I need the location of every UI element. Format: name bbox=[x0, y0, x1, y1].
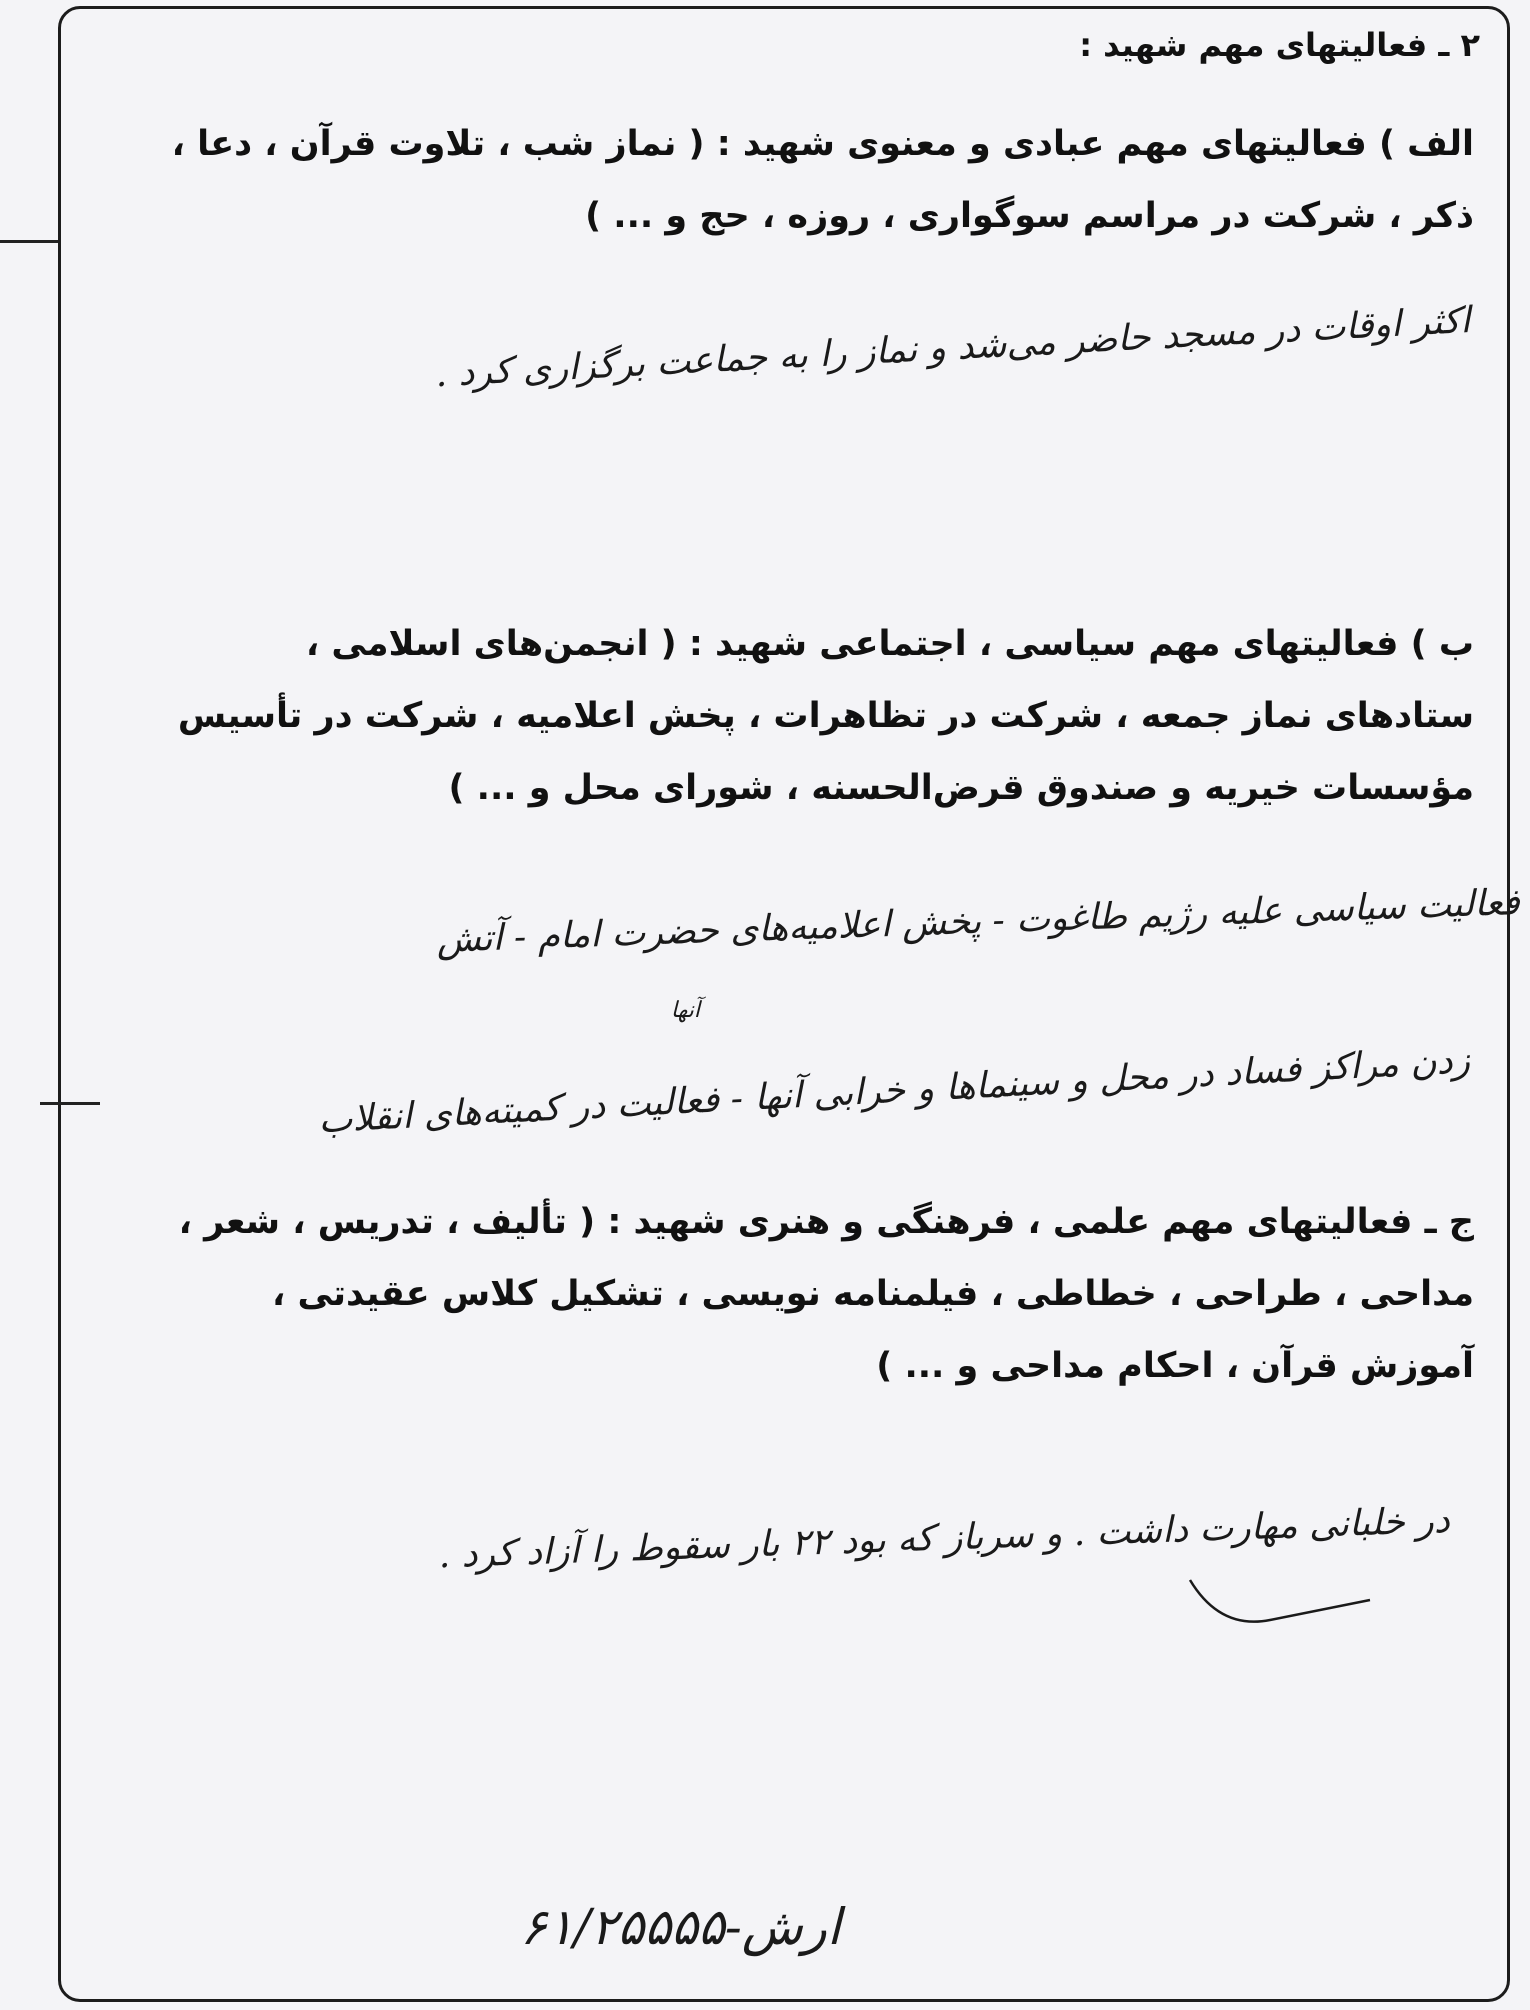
archive-reference-number: ارش-۶۱/۲۵۵۵۵ bbox=[520, 1898, 841, 1956]
section-a-printed bbox=[172, 108, 1474, 252]
section-b-handwritten-answer-line-1: فعالیت سیاسی علیه رژیم طاغوت - پخش اعلامیه‌های حضرت امام - آتش bbox=[436, 882, 1521, 961]
section-c-line-3: آموزش قرآن ، احکام مداحی و ... ) bbox=[876, 1346, 1474, 1386]
section-b-line-1: ب ) فعالیتهای مهم سیاسی ، اجتماعی شهید : ( انجمن‌های اسلامی ، bbox=[305, 624, 1474, 664]
handwriting-flourish bbox=[1180, 1560, 1380, 1640]
section-b-line-3: مؤسسات خیریه و صندوق قرض‌الحسنه ، شورای محل و ... ) bbox=[448, 768, 1474, 808]
section-c-line-1: ج ـ فعالیتهای مهم علمی ، فرهنگی و هنری شهید : ( تألیف ، تدریس ، شعر ، bbox=[178, 1202, 1474, 1242]
section-c-printed bbox=[179, 1186, 1474, 1402]
section-b-printed bbox=[178, 608, 1474, 824]
left-margin-mark bbox=[0, 240, 58, 243]
section-a-line-1: الف ) فعالیتهای مهم عبادی و معنوی شهید : ( نماز شب ، تلاوت قرآن ، دعا ، bbox=[171, 124, 1474, 164]
section-a-handwritten-answer: اکثر اوقات در مسجد حاضر می‌شد و نماز را به جماعت برگزاری کرد . bbox=[434, 300, 1472, 396]
section-b-line-2: ستادهای نماز جمعه ، شرکت در تظاهرات ، پخش اعلامیه ، شرکت در تأسیس bbox=[177, 696, 1474, 736]
section-b-handwritten-insertion: آنها bbox=[670, 998, 700, 1023]
page-border bbox=[58, 6, 1510, 2002]
section-a-line-2: ذکر ، شرکت در مراسم سوگواری ، روزه ، حج و ... ) bbox=[585, 196, 1474, 236]
left-margin-mark-lower bbox=[40, 1102, 100, 1105]
section-c-line-2: مداحی ، طراحی ، خطاطی ، فیلمنامه نویسی ، تشکیل کلاس عقیدتی ، bbox=[272, 1274, 1474, 1314]
section-c-handwritten-answer: در خلبانی مهارت داشت . و سرباز که بود ۲۲ بار سقوط را آزاد کرد . bbox=[438, 1500, 1451, 1577]
section-heading: ۲ ـ فعالیتهای مهم شهید : bbox=[1079, 26, 1480, 64]
section-b-handwritten-answer-line-2: زدن مراکز فساد در محل و سینماها و خرابی آنها - فعالیت در کمیته‌های انقلاب bbox=[317, 1040, 1472, 1142]
